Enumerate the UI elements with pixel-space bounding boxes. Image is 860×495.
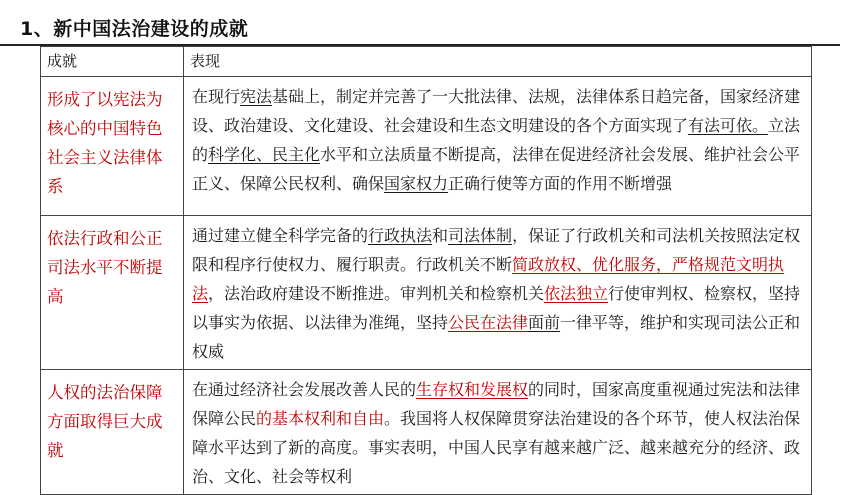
emphasis-segment: 依法独立 — [544, 284, 609, 303]
text-segment: 和 — [432, 226, 449, 245]
achievement-cell: 人权的法治保障方面取得巨大成就 — [41, 370, 184, 495]
emphasis-segment: 的基本权利和自由 — [256, 409, 385, 428]
text-segment: 在通过经济社会发展改善人民的 — [192, 380, 417, 399]
performance-cell — [184, 216, 812, 370]
achievement-cell: 依法行政和公正司法水平不断提高 — [41, 216, 184, 370]
text-segment: 的同时，国家高度重视通过宪法和法律保障公民 — [192, 380, 801, 428]
emphasis-segment: 科学化、民主化 — [208, 145, 321, 164]
achievement-cell: 形成了以宪法为核心的中国特色社会主义法律体系 — [41, 77, 184, 216]
text-segment: 在现行 — [192, 87, 241, 106]
text-segment: 一律平等，维护和实现司法公正和权威 — [192, 313, 801, 361]
emphasis-segment: 宪法 — [240, 87, 273, 106]
text-segment: 立法的 — [192, 116, 801, 164]
header-performance: 表现 — [184, 47, 812, 77]
text-segment: 水平和立法质量不断提高，法律在促进经济社会发展、维护社会公平正义、保障公民权利、确保 — [192, 145, 801, 193]
emphasis-segment: 简政放权、优化服务，严格规范文明执法 — [192, 255, 785, 303]
text-segment: 基础上，制定并完善了一大批法律、法规，法律体系日趋完备，国家经济建设、政治建设、文化建设、社会建设和生态文明建设的各个方面实现了 — [192, 87, 801, 135]
emphasis-segment: 有法可依。 — [688, 116, 769, 135]
text-segment: ，保证了行政机关和司法机关按照法定权限和程序行使权力、履行职责。行政机关不断 — [192, 226, 801, 274]
table-row — [41, 77, 812, 216]
table-row — [41, 216, 812, 370]
emphasis-segment: 国家权力 — [384, 174, 449, 193]
page-title: 1、新中国法治建设的成就 — [20, 18, 249, 40]
text-segment: 行使审判权、检察权，坚持以事实为依据、以法律为准绳，坚持 — [192, 284, 801, 332]
text-segment: 。我国将人权保障贯穿法治建设的各个环节，使人权法治保障水平达到了新的高度。事实表明，中国人民享有越来越广泛、越来越充分的经济、政治、文化、社会等权利 — [192, 409, 801, 486]
emphasis-segment: 司法体制 — [448, 226, 513, 245]
performance-cell — [184, 77, 812, 216]
text-segment: 通过建立健全科学完备的 — [192, 226, 369, 245]
emphasis-segment: 面前 — [528, 313, 561, 332]
achievements-table — [40, 46, 812, 495]
header-achievement: 成就 — [41, 47, 184, 77]
emphasis-segment: 生存权和发展权 — [416, 380, 529, 399]
emphasis-segment: 行政执法 — [368, 226, 433, 245]
text-segment: ，法治政府建设不断推进。审判机关和检察机关 — [208, 284, 545, 303]
table-header-row — [41, 47, 812, 77]
performance-cell — [184, 370, 812, 495]
table-row — [41, 370, 812, 495]
emphasis-segment: 公民在法律 — [448, 313, 529, 332]
text-segment: 正确行使等方面的作用不断增强 — [448, 174, 673, 193]
